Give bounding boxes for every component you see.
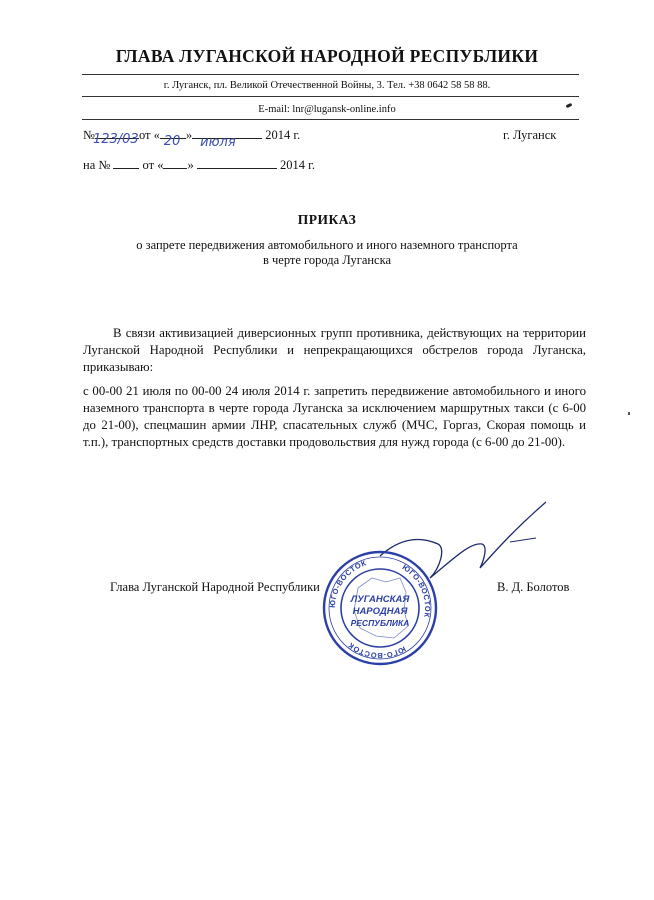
number-field: [92, 132, 139, 147]
body-paragraph-1: В связи активизацией диверсионных групп противника, действующих на территории Луганской Народной Республики и непрекращающихся обстрелов города Луганска, приказываю:: [83, 326, 586, 374]
stamp-ring-text-2: ЮГО-ВОСТОК: [400, 562, 433, 619]
registration-line: № 123/03 от « 20 » июля 2014 г.: [83, 128, 301, 150]
ref-close-quote: »: [187, 158, 194, 172]
stamp-inner-line-2: НАРОДНАЯ: [352, 606, 408, 617]
day-field: [160, 134, 186, 149]
letterhead-rule-bottom: [82, 119, 579, 120]
month-field: [192, 135, 262, 150]
signatory-name: В. Д. Болотов: [497, 580, 570, 594]
stamp-ring-text: ЮГО-ВОСТОК: [327, 558, 368, 609]
subject-line-1: о запрете передвижения автомобильного и иного наземного транспорта: [136, 238, 518, 252]
document-city: г. Луганск: [503, 128, 557, 142]
stamp-inner-line-1: ЛУГАНСКАЯ: [350, 594, 410, 605]
document-type-heading: ПРИКАЗ: [297, 212, 357, 227]
subject-line-2: в черте города Луганска: [262, 253, 392, 267]
letterhead-address: г. Луганск, пл. Великой Отечественной Войны, 3. Тел. +38 0642 58 58 88.: [163, 80, 491, 91]
ref-from-label: от «: [142, 158, 164, 172]
from-label: от «: [138, 128, 160, 142]
ref-number-field: [113, 168, 139, 169]
letterhead-title: ГЛАВА ЛУГАНСКОЙ НАРОДНОЙ РЕСПУБЛИКИ: [115, 46, 539, 66]
document-subject: [0, 238, 654, 268]
reference-line: [83, 158, 315, 173]
signatory-position: Глава Луганской Народной Республики: [110, 580, 320, 594]
body-paragraph-2: с 00-00 21 июля по 00-00 24 июля 2014 г. запретить передвижение автомобильного и иного наземного транспорта в черте города Луганска за исключением маршрутных такси (с 6-00 до 21-00), спецмашин армии ЛНР, спасательных служб (МЧС, Горгаз, Скорая помощь и т.п.), транспортных средств доставки продовольствия для нужд города (с 6-00 до 21-00).: [83, 384, 586, 449]
letterhead-rule-top: [82, 74, 579, 75]
letterhead-email: E-mail: lnr@lugansk-online.info: [258, 104, 396, 115]
stamp-ring-text-3: ЮГО-ВОСТОК: [346, 640, 408, 661]
handwritten-day: 20: [163, 134, 181, 149]
handwritten-number: 123/03: [92, 132, 139, 147]
stamp-inner-line-3: РЕСПУБЛИКА: [350, 618, 410, 628]
letterhead-rule-middle: [82, 96, 579, 97]
official-stamp: [320, 548, 440, 668]
number-sign: №: [83, 128, 95, 142]
ref-month-field: [197, 168, 277, 169]
scan-speck-2: [628, 412, 630, 415]
ref-day-field: [163, 168, 187, 169]
ref-number-label: на №: [83, 158, 111, 172]
registration-year: 2014 г.: [265, 128, 301, 142]
handwritten-month: июля: [200, 135, 236, 150]
ref-year: 2014 г.: [279, 158, 315, 172]
